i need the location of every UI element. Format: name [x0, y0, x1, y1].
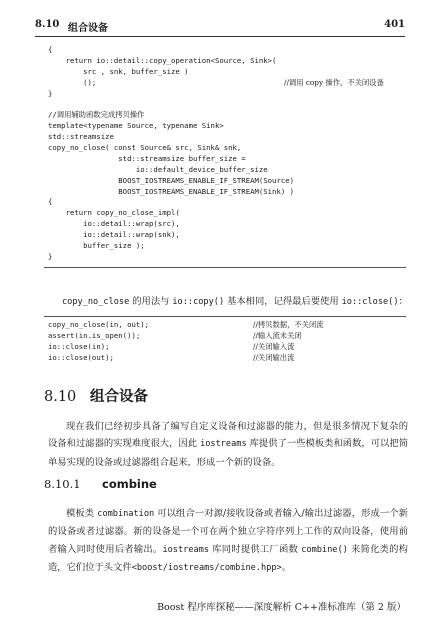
- code-block-bottom-rule: [44, 267, 406, 268]
- sub-para-combine-fn: combine(): [301, 544, 348, 555]
- section-para-iostreams: iostreams: [200, 439, 247, 450]
- code-text: BOOST_IOSTREAMS_ENABLE_IF_STREAM(Source): [48, 175, 295, 185]
- code-text: return io::detail::copy_operation<Source, Sink>(: [48, 55, 277, 65]
- code-text: io::close(in);: [48, 341, 110, 351]
- section-paragraph: [48, 418, 408, 471]
- code-text: io::detail::wrap(src),: [48, 219, 180, 229]
- code-line: [48, 89, 294, 100]
- code-line: [48, 320, 324, 331]
- code-line: [48, 165, 294, 176]
- code-line: [48, 67, 294, 78]
- section-heading: [44, 385, 148, 406]
- code-line: [48, 197, 294, 208]
- sub-para-text-c: 库同时提供工厂函数: [209, 543, 302, 555]
- usage-close-fn: io::close(): [341, 297, 399, 307]
- code-line: [48, 110, 294, 121]
- code-line: [48, 208, 294, 219]
- sub-para-text-a: 模板类: [66, 508, 98, 519]
- code-comment: //拷贝数据，不关闭流: [253, 320, 324, 329]
- code-line: [48, 330, 302, 342]
- code-line: [48, 230, 294, 241]
- code-line: [48, 132, 294, 143]
- sub-para-text-b: 可以组合一对源/接收设备或者输入/输出过滤器，形成一个新的设备或者过滤器。新的设备是一个可在两个独立字符序列上工作的双向设备，使用前者输入同时使用后者输出。: [48, 508, 408, 555]
- code-line: [48, 252, 294, 263]
- section-title: 组合设备: [90, 389, 148, 405]
- code-line: [48, 176, 294, 187]
- code-text: ();: [48, 77, 97, 87]
- usage-text-b: 基本相同，记得最后要使用: [224, 296, 342, 307]
- code-line: [48, 341, 295, 353]
- sub-para-header-file: <boost/iostreams/combine.hpp>: [131, 563, 282, 574]
- code-text: std::streamsize: [48, 132, 114, 142]
- header-rule: [35, 36, 405, 37]
- code-comment: //关闭输出流: [253, 352, 295, 362]
- code-comment: //关闭输入流: [253, 341, 295, 351]
- code-text: io::detail::wrap(snk),: [48, 230, 180, 240]
- code-text: copy_no_close( const Source& src, Sink& snk,: [48, 143, 242, 153]
- section-number: 8.10: [44, 389, 77, 405]
- section-para-text-b: 库提供了一些模板类和函数，可以把简单易实现的设备或过滤器组合起来，形成一个新的设备。: [48, 438, 408, 468]
- code-text: std::streamsize buffer_size =: [48, 153, 246, 163]
- code-text: }: [48, 88, 53, 98]
- code-text: assert(in.is_open());: [48, 330, 141, 340]
- code-block-usage: [48, 320, 324, 364]
- code-block-copy-no-close: [48, 45, 384, 263]
- code-line: [48, 154, 294, 165]
- code-comment: //输入流未关闭: [253, 330, 302, 340]
- subsection-number: 8.10.1: [44, 477, 81, 491]
- code-line: [48, 45, 294, 56]
- sub-para-text-d: 来简化类的构造，它们位于头文件: [48, 543, 408, 574]
- usage-fn-name: copy_no_close: [62, 297, 130, 307]
- page-number: 401: [384, 19, 405, 30]
- usage-text-a: 的用法与: [129, 296, 173, 307]
- usage-sentence: [62, 293, 412, 311]
- code-line: [48, 121, 294, 132]
- code-line: [48, 143, 294, 154]
- code-line: [48, 56, 294, 67]
- code-text: template<typename Source, typename Sink>: [48, 121, 224, 131]
- code-line: [48, 187, 294, 198]
- code-text: return copy_no_close_impl(: [48, 208, 180, 218]
- code-comment: //调用 copy 操作，不关闭设备: [284, 77, 384, 87]
- header-section-number: 8.10: [35, 19, 60, 30]
- page-footer: Boost 程序库探秘——深度解析 C++准标准库（第 2 版）: [157, 602, 406, 613]
- code-line: [48, 219, 294, 230]
- code-text: src , snk, buffer_size ): [48, 66, 189, 76]
- code-text: io::close(out);: [48, 352, 114, 362]
- subsection-title: combine: [102, 477, 157, 491]
- code-block-top-rule: [44, 316, 406, 317]
- subsection-paragraph: [48, 505, 408, 578]
- code-text: buffer_size );: [48, 241, 145, 251]
- sub-para-combination: combination: [97, 509, 155, 519]
- usage-copy-fn: io::copy(): [172, 297, 225, 307]
- code-line: [48, 77, 384, 89]
- header-section-title: 组合设备: [68, 23, 108, 34]
- code-text: copy_no_close(in, out);: [48, 320, 150, 329]
- code-line: [48, 241, 294, 252]
- code-text: {: [48, 197, 53, 207]
- usage-text-c: ：: [398, 296, 408, 307]
- code-text: //调用辅助函数完成拷贝操作: [48, 110, 145, 120]
- sub-para-text-e: 。: [281, 562, 292, 574]
- running-header: [35, 19, 405, 33]
- section-para-text-a: 现在我们已经初步具备了编写自定义设备和过滤器的能力，但是很多情况下复杂的设备和过滤器的实现难度很大，因此: [48, 421, 408, 450]
- code-text: {: [48, 45, 53, 54]
- code-text: BOOST_IOSTREAMS_ENABLE_IF_STREAM(Sink) ): [48, 186, 295, 196]
- code-line: [48, 352, 295, 364]
- code-text: io::default_device_buffer_size: [48, 164, 268, 174]
- sub-para-iostreams: iostreams: [162, 544, 210, 555]
- subsection-heading: [44, 477, 157, 491]
- code-line: [48, 99, 294, 110]
- code-text: }: [48, 251, 53, 261]
